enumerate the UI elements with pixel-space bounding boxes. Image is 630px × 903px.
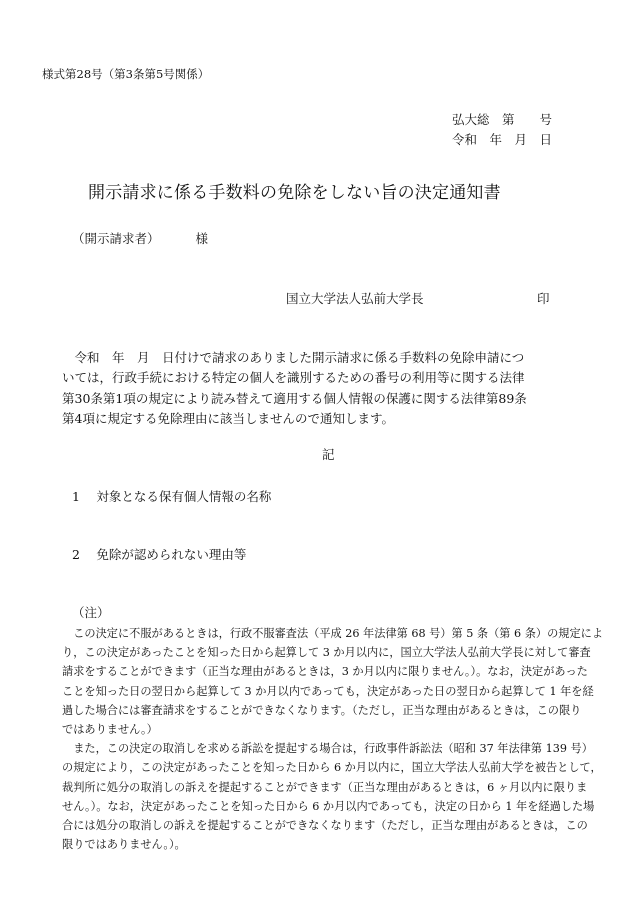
- item-reason: 2 免除が認められない理由等: [72, 547, 247, 562]
- note-line: ことを知った日の翌日から起算して 3 か月以内であっても，決定があった日の翌日から起算して 1 年を経: [62, 684, 594, 698]
- note-line: 限りではありません。）。: [62, 838, 186, 852]
- body-line: いては，行政手続における特定の個人を識別するための番号の利用等に関する法律: [62, 370, 525, 386]
- document-date: 令和 年 月 日: [452, 132, 553, 147]
- note-line: また，この決定の取消しを求める訴訟を提起する場合は，行政事件訴訟法（昭和 37 年法律第 139 号）: [62, 742, 593, 756]
- note-line: ではありません。）: [62, 723, 158, 737]
- body-line: 第30条第1項の規定により読み替えて適用する個人情報の保護に関する法律第89条: [62, 390, 527, 406]
- form-number: 様式第28号（第3条第5号関係）: [42, 67, 210, 81]
- body-line: 令和 年 月 日付けで請求のありました開示請求に係る手数料の免除申請につ: [62, 350, 525, 365]
- sender-name: 国立大学法人弘前大学長: [286, 291, 424, 306]
- ki-heading: 記: [322, 447, 335, 462]
- honorific: 様: [195, 231, 209, 246]
- body-line: 第4項に規定する免除理由に該当しませんので通知します。: [62, 410, 394, 426]
- note-body: [62, 624, 604, 854]
- addressee: [72, 229, 208, 247]
- notice-body: [62, 348, 572, 429]
- note-line: 過した場合には審査請求をすることができなくなります。（ただし，正当な理由があるときは，この限り: [62, 703, 582, 717]
- note-line: り，この決定があったことを知った日から起算して 3 か月以内に，国立大学法人弘前大学長に対して審査: [62, 646, 591, 660]
- note-line: 裁判所に処分の取消しの訴えを提起することができます（正当な理由があるときは，6 ヶ月以内に限りま: [62, 780, 588, 794]
- note-line: 合には処分の取消しの訴えを提起することができなくなります（ただし，正当な理由があるときは，この: [62, 819, 588, 833]
- seal-mark: 印: [537, 291, 550, 306]
- note-line: 請求をすることができます（正当な理由があるときは，3 か月以内に限りません。）。なお，決定があった: [62, 665, 588, 679]
- document-title: 開示請求に係る手数料の免除をしない旨の決定通知書: [88, 183, 501, 203]
- note-heading: （注）: [72, 605, 110, 620]
- item-target-info: 1 対象となる保有個人情報の名称: [72, 489, 272, 504]
- note-line: せん。）。なお，決定があったことを知った日から 6 か月以内であっても，決定の日から 1 年を経過した場: [62, 799, 595, 813]
- note-line: の規定により，この決定があったことを知った日から 6 か月以内に，国立大学法人弘前大学を被告として，: [62, 761, 602, 775]
- requester-label: （開示請求者）: [72, 231, 160, 246]
- note-line: この決定に不服があるときは，行政不服審査法（平成 26 年法律第 68 号）第 5 条（第 6 条）の規定によ: [62, 627, 604, 640]
- reference-number: 弘大総 第 号: [452, 112, 553, 127]
